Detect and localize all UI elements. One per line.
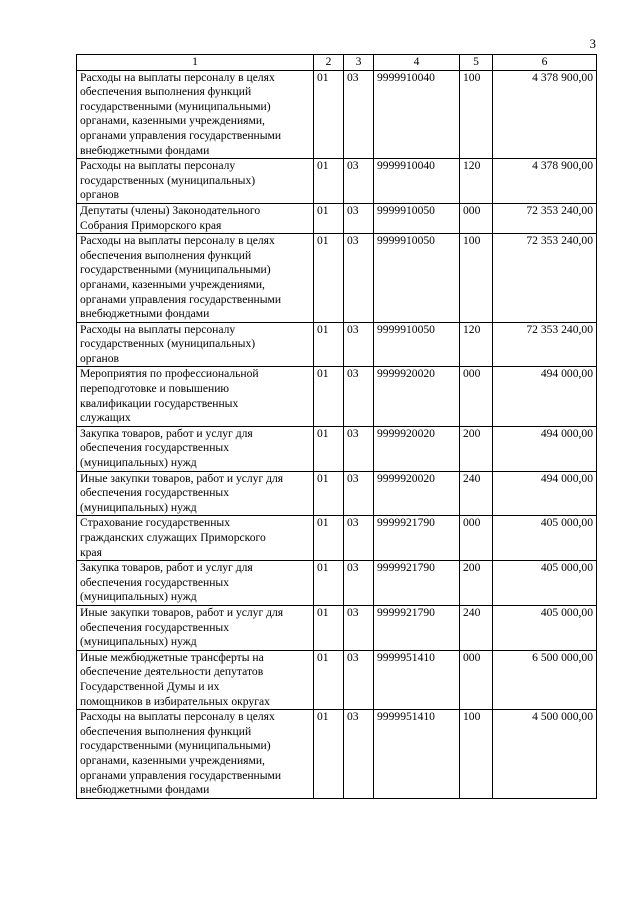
amount-cell: 494 000,00 [493,367,597,426]
expense-name-line: государственными (муниципальными) [80,99,271,113]
section-code-cell: 01 [314,322,344,367]
expense-name-line: переподготовке и повышению [80,382,230,396]
expense-name-line: государственных (муниципальных) [80,173,256,187]
column-header: 3 [344,55,374,71]
expense-name-line: обеспечения выполнения функций [80,724,252,738]
expense-type-cell: 100 [460,234,493,323]
column-header: 6 [493,55,597,71]
subsection-code-cell: 03 [344,367,374,426]
expense-name-line: органов [80,351,119,365]
expense-name-line: гражданских служащих Приморского [80,531,266,544]
subsection-code-cell: 03 [344,203,374,233]
expense-name-line: обеспечение деятельности депутатов [80,665,264,679]
expense-name-line: органов [80,188,119,202]
table-row [77,203,597,233]
expense-name-line: внебюджетными фондами [80,307,210,321]
subsection-code-cell: 03 [344,426,374,471]
target-item-cell: 9999910050 [374,322,460,367]
column-header: 5 [460,55,493,71]
table-row [77,70,597,159]
table-row [77,710,597,799]
expense-type-cell: 240 [460,605,493,650]
amount-cell: 4 378 900,00 [493,70,597,159]
target-item-cell: 9999920020 [374,471,460,516]
section-code-cell: 01 [314,234,344,323]
target-item-cell: 9999951410 [374,650,460,709]
expense-name-line: Собрания Приморского края [80,218,222,232]
expense-name-line: обеспечения выполнения функций [80,85,252,99]
expense-name-line: внебюджетными фондами [80,783,210,797]
expense-name-line: (муниципальных) нужд [80,590,197,604]
amount-cell: 72 353 240,00 [493,203,597,233]
section-code-cell: 01 [314,710,344,799]
subsection-code-cell: 03 [344,471,374,516]
table-row [77,561,597,606]
expense-name-line: Закупка товаров, работ и услуг для [80,561,253,575]
expense-name-line: внебюджетными фондами [80,143,210,157]
expense-name-line: Депутаты (члены) Законодательного [80,203,261,217]
expense-name-cell [77,367,314,426]
expense-name-line: Иные закупки товаров, работ и услуг для [80,471,284,485]
expense-name-line: Расходы на выплаты персоналу в целях [80,70,275,84]
expense-name-cell [77,234,314,323]
section-code-cell: 01 [314,605,344,650]
expense-name-cell [77,426,314,471]
subsection-code-cell: 03 [344,710,374,799]
expense-name-line: Расходы на выплаты персоналу в целях [80,234,275,248]
subsection-code-cell: 03 [344,605,374,650]
column-header: 1 [77,55,314,71]
expense-name-line: края [80,545,102,559]
expense-name-line: обеспечения государственных [80,620,230,634]
amount-cell: 72 353 240,00 [493,234,597,323]
section-code-cell: 01 [314,516,344,561]
amount-cell: 494 000,00 [493,426,597,471]
expense-type-cell: 200 [460,426,493,471]
expense-name-line: Закупка товаров, работ и услуг для [80,426,253,440]
section-code-cell: 01 [314,471,344,516]
target-item-cell: 9999920020 [374,367,460,426]
expense-type-cell: 100 [460,70,493,159]
expense-name-line: органами управления государственными [80,768,282,782]
expense-name-cell [77,516,314,561]
expense-name-line: органами, казенными учреждениями, [80,753,265,767]
target-item-cell: 9999920020 [374,426,460,471]
expense-name-cell [77,561,314,606]
expense-name-cell [77,471,314,516]
expense-name-line: органами, казенными учреждениями, [80,277,265,291]
expense-type-cell: 120 [460,322,493,367]
column-header: 4 [374,55,460,71]
expense-name-line: обеспечения выполнения функций [80,248,252,262]
table-row [77,605,597,650]
expense-name-line: помощников в избирательных округах [80,694,270,708]
subsection-code-cell: 03 [344,650,374,709]
expense-name-line: органами, казенными учреждениями, [80,114,265,128]
section-code-cell: 01 [314,426,344,471]
amount-cell: 405 000,00 [493,605,597,650]
section-code-cell: 01 [314,650,344,709]
expense-name-line: Государственной Думы и их [80,679,220,693]
expense-name-cell [77,203,314,233]
amount-cell: 4 378 900,00 [493,159,597,204]
amount-cell: 405 000,00 [493,516,597,561]
expense-type-cell: 100 [460,710,493,799]
table-row [77,367,597,426]
expense-type-cell: 000 [460,516,493,561]
expense-type-cell: 240 [460,471,493,516]
expense-name-line: Иные межбюджетные трансферты на [80,650,264,664]
subsection-code-cell: 03 [344,561,374,606]
table-body [77,70,597,798]
expense-name-line: обеспечения государственных [80,575,230,589]
subsection-code-cell: 03 [344,322,374,367]
section-code-cell: 01 [314,159,344,204]
table-row [77,516,597,561]
section-code-cell: 01 [314,70,344,159]
expense-name-cell [77,650,314,709]
expense-name-cell [77,605,314,650]
table-row [77,322,597,367]
table-row [77,471,597,516]
section-code-cell: 01 [314,561,344,606]
expense-name-line: государственных (муниципальных) [80,337,256,351]
expense-name-line: служащих [80,411,131,425]
table-row [77,159,597,204]
expense-name-line: квалификации государственных [80,396,239,410]
column-header: 2 [314,55,344,71]
target-item-cell: 9999921790 [374,561,460,606]
expense-name-line: Мероприятия по профессиональной [80,367,259,381]
header-row [77,55,597,71]
target-item-cell: 9999951410 [374,710,460,799]
expense-name-cell [77,70,314,159]
target-item-cell: 9999921790 [374,605,460,650]
expense-type-cell: 000 [460,650,493,709]
expense-type-cell: 000 [460,367,493,426]
expense-name-line: Расходы на выплаты персоналу [80,159,236,173]
expense-name-line: органами управления государственными [80,128,282,142]
subsection-code-cell: 03 [344,159,374,204]
section-code-cell: 01 [314,203,344,233]
expense-name-line: (муниципальных) нужд [80,500,197,514]
expense-name-line: органами управления государственными [80,292,282,306]
amount-cell: 72 353 240,00 [493,322,597,367]
amount-cell: 494 000,00 [493,471,597,516]
amount-cell: 4 500 000,00 [493,710,597,799]
expense-type-cell: 000 [460,203,493,233]
subsection-code-cell: 03 [344,516,374,561]
table-row [77,234,597,323]
table-row [77,426,597,471]
subsection-code-cell: 03 [344,70,374,159]
subsection-code-cell: 03 [344,234,374,323]
expense-type-cell: 120 [460,159,493,204]
budget-table [76,54,597,799]
expense-name-line: обеспечения государственных [80,441,230,455]
target-item-cell: 9999910050 [374,203,460,233]
expense-name-cell [77,322,314,367]
expense-name-line: государственными (муниципальными) [80,263,271,277]
amount-cell: 405 000,00 [493,561,597,606]
expense-name-line: обеспечения государственных [80,486,230,500]
page-number: 3 [589,36,596,51]
expense-name-line: (муниципальных) нужд [80,456,197,470]
expense-name-cell [77,159,314,204]
target-item-cell: 9999910040 [374,159,460,204]
expense-type-cell: 200 [460,561,493,606]
expense-name-line: (муниципальных) нужд [80,635,197,649]
amount-cell: 6 500 000,00 [493,650,597,709]
expense-name-line: государственными (муниципальными) [80,739,271,753]
table-row [77,650,597,709]
expense-name-line: Иные закупки товаров, работ и услуг для [80,605,284,619]
expense-name-line: Страхование государственных [80,516,231,530]
target-item-cell: 9999921790 [374,516,460,561]
expense-name-line: Расходы на выплаты персоналу [80,322,236,336]
expense-name-line: Расходы на выплаты персоналу в целях [80,710,275,724]
target-item-cell: 9999910050 [374,234,460,323]
section-code-cell: 01 [314,367,344,426]
target-item-cell: 9999910040 [374,70,460,159]
expense-name-cell [77,710,314,799]
